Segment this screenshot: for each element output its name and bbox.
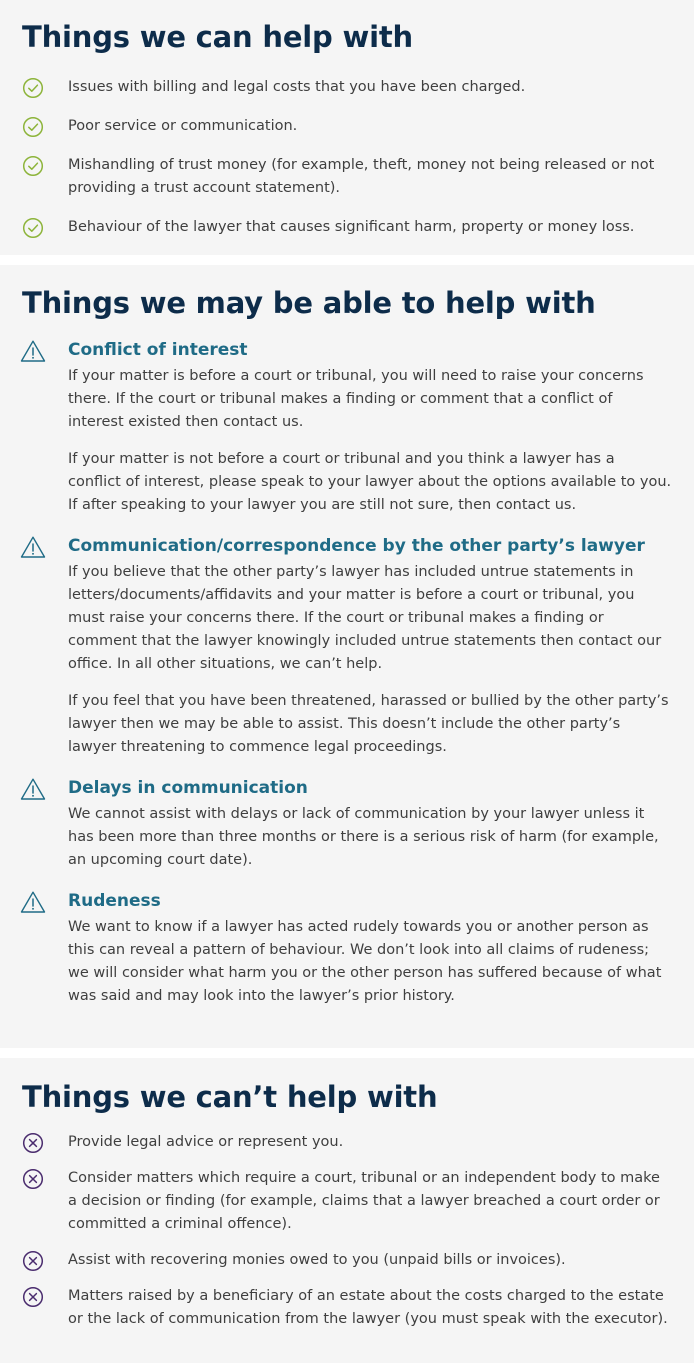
may-help-item-rudeness	[22, 890, 672, 1008]
can-help-item-text: Issues with billing and legal costs that you have been charged.	[68, 79, 526, 95]
can-help-item	[22, 115, 672, 138]
warning-triangle-icon	[20, 890, 46, 914]
may-help-item-paragraph: If you believe that the other party’s lawyer has included untrue statements in letters/documents/affidavits and your matter is before a court or tribunal, you must raise your concerns there. If the court or tribunal makes a finding or comment that the lawyer knowingly included untrue statements then contact our office. In all other situations, we can’t help.	[68, 564, 662, 672]
cant-help-item-text: Assist with recovering monies owed to you (unpaid bills or invoices).	[68, 1252, 566, 1268]
cant-help-item-text: Provide legal advice or represent you.	[68, 1134, 344, 1150]
may-help-item-paragraph: If your matter is before a court or tribunal, you will need to raise your concerns there. If the court or tribunal makes a finding or comment that a conflict of interest existed then contact us.	[68, 368, 644, 430]
check-circle-icon	[22, 77, 44, 99]
may-help-item-paragraph: If your matter is not before a court or tribunal and you think a lawyer has a conflict of interest, please speak to your lawyer about the options available to you. If after speaking to your lawyer you are still not sure, then contact us.	[68, 451, 672, 513]
may-help-item-paragraph: We cannot assist with delays or lack of communication by your lawyer unless it has been more than three months or there is a serious risk of harm (for example, an upcoming court date).	[68, 806, 659, 868]
cant-help-item	[22, 1131, 672, 1154]
cant-help-heading: Things we can’t help with	[22, 1080, 438, 1114]
check-circle-icon	[22, 155, 44, 177]
may-help-item-title: Rudeness	[68, 891, 161, 911]
may-help-item-conflict	[22, 339, 672, 517]
may-help-item-title: Conflict of interest	[68, 340, 248, 360]
may-help-item-paragraph: If you feel that you have been threatened, harassed or bullied by the other party’s lawyer then we may be able to assist. This doesn’t include the other party’s lawyer threatening to commence legal proceedings.	[68, 693, 669, 755]
may-help-item-title: Communication/correspondence by the other party’s lawyer	[68, 536, 645, 556]
may-help-item-correspondence	[22, 535, 672, 759]
cant-help-item	[22, 1167, 672, 1236]
can-help-section	[0, 0, 694, 255]
warning-triangle-icon	[20, 777, 46, 801]
warning-triangle-icon	[20, 339, 46, 363]
cant-help-item	[22, 1249, 672, 1272]
x-circle-icon	[22, 1132, 44, 1154]
cant-help-item-text: Consider matters which require a court, tribunal or an independent body to make a decision or finding (for example, claims that a lawyer breached a court order or committed a criminal offence).	[68, 1170, 660, 1232]
may-help-heading: Things we may be able to help with	[22, 286, 596, 320]
can-help-item	[22, 154, 672, 200]
x-circle-icon	[22, 1286, 44, 1308]
can-help-item-text: Mishandling of trust money (for example, theft, money not being released or not providing a trust account statement).	[68, 157, 655, 196]
may-help-item-title: Delays in communication	[68, 778, 308, 798]
can-help-item	[22, 216, 672, 239]
can-help-item	[22, 76, 672, 99]
can-help-heading: Things we can help with	[22, 20, 413, 54]
x-circle-icon	[22, 1250, 44, 1272]
may-help-item-delays	[22, 777, 672, 872]
can-help-item-text: Behaviour of the lawyer that causes significant harm, property or money loss.	[68, 219, 635, 235]
check-circle-icon	[22, 217, 44, 239]
cant-help-section	[0, 1058, 694, 1363]
cant-help-item	[22, 1285, 672, 1331]
may-help-section	[0, 265, 694, 1048]
can-help-item-text: Poor service or communication.	[68, 118, 298, 134]
x-circle-icon	[22, 1168, 44, 1190]
may-help-item-paragraph: We want to know if a lawyer has acted rudely towards you or another person as this can reveal a pattern of behaviour. We don’t look into all claims of rudeness; we will consider what harm you or the other person has suffered because of what was said and may look into the lawyer’s prior history.	[68, 919, 662, 1004]
check-circle-icon	[22, 116, 44, 138]
warning-triangle-icon	[20, 535, 46, 559]
cant-help-item-text: Matters raised by a beneficiary of an estate about the costs charged to the estate or the lack of communication from the lawyer (you must speak with the executor).	[68, 1288, 668, 1327]
